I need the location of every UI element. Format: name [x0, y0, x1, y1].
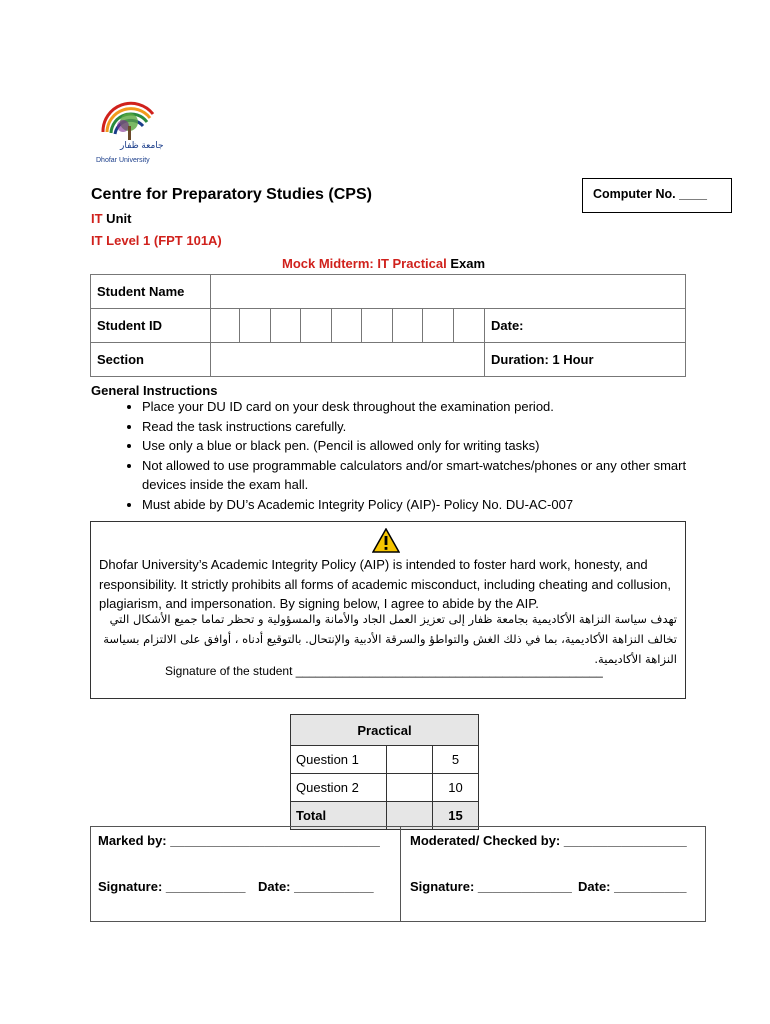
warning-icon: [372, 528, 400, 553]
marks-score-cell[interactable]: [387, 746, 433, 774]
section-label: Section: [91, 343, 211, 377]
marks-total-label: Total: [291, 802, 387, 830]
level-label: IT Level 1 (FPT 101A): [91, 233, 222, 248]
instruction-item: • Read the task instructions carefully.: [142, 417, 702, 437]
id-digit-box[interactable]: [211, 309, 240, 343]
marks-row-value: 5: [433, 746, 479, 774]
signature-left-line[interactable]: Signature: ___________: [98, 879, 246, 894]
student-info-table: [90, 274, 686, 377]
student-name-label: Student Name: [91, 275, 211, 309]
marks-row-label: Question 2: [291, 774, 387, 802]
unit-label: [91, 211, 131, 226]
student-signature-line[interactable]: Signature of the student ______________________________________________: [165, 664, 603, 678]
exam-title: [282, 256, 485, 271]
marks-row-value: 10: [433, 774, 479, 802]
instructions-title: General Instructions: [91, 383, 218, 398]
id-digit-box[interactable]: [423, 309, 454, 343]
id-digit-box[interactable]: [301, 309, 332, 343]
id-digit-box[interactable]: [271, 309, 301, 343]
unit-highlight: IT: [91, 211, 103, 226]
instruction-item: • Must abide by DU’s Academic Integrity Policy (AIP)- Policy No. DU-AC-007: [142, 495, 702, 515]
instruction-item: • Use only a blue or black pen. (Pencil is allowed only for writing tasks): [142, 436, 702, 456]
id-digit-box[interactable]: [240, 309, 271, 343]
signature-right-line[interactable]: Signature: _____________: [410, 879, 572, 894]
section-field[interactable]: [211, 343, 485, 377]
grading-divider: [400, 826, 401, 922]
unit-rest: Unit: [102, 211, 132, 226]
student-name-field[interactable]: [211, 275, 686, 309]
id-digit-box[interactable]: [332, 309, 362, 343]
exam-title-black: Exam: [446, 256, 486, 271]
marks-score-cell[interactable]: [387, 774, 433, 802]
marks-header: Practical: [291, 715, 479, 746]
marked-by-line[interactable]: Marked by: _____________________________: [98, 833, 380, 848]
logo-arabic-text: جامعة ظفار: [120, 140, 164, 150]
aip-english-text: Dhofar University’s Academic Integrity Policy (AIP) is intended to foster hard work, honesty, and responsibility. It strictly prohibits all forms of academic misconduct, including cheating and collusion, plagiarism, and impersonation. By signing below, I agree to abide by the AIP.: [99, 557, 672, 612]
duration-label: Duration: 1 Hour: [485, 343, 686, 377]
id-digit-box[interactable]: [393, 309, 423, 343]
id-digit-box[interactable]: [362, 309, 393, 343]
instruction-item: • Not allowed to use programmable calculators and/or smart-watches/phones or any other smart devices inside the exam hall.: [142, 456, 702, 495]
instructions-list: [100, 397, 702, 515]
page-title: Centre for Preparatory Studies (CPS): [91, 186, 372, 203]
date-right-line[interactable]: Date: __________: [578, 879, 687, 894]
date-left-line[interactable]: Date: ___________: [258, 879, 374, 894]
aip-arabic-text: تهدف سياسة النزاهة الأكاديمية بجامعة ظفار إلى تعزيز العمل الجاد والأمانة والمسؤولية و تحظر تماما جميع الأشكال التي تخالف النزاهة الأكاديمية، بما في ذلك الغش والتواطؤ والسرقة الأدبية والإنتحال. بالتوقيع أدناه ، أوافق على الالتزام بسياسة النزاهة الأكاديمية.: [103, 612, 677, 666]
marks-row-label: Question 1: [291, 746, 387, 774]
logo-english-text: Dhofar University: [96, 157, 150, 164]
computer-number-box[interactable]: Computer No. ____: [582, 178, 732, 213]
marks-table: [290, 714, 479, 830]
moderated-by-line[interactable]: Moderated/ Checked by: _________________: [410, 833, 687, 848]
date-field[interactable]: Date:: [485, 309, 686, 343]
id-digit-box[interactable]: [454, 309, 485, 343]
instruction-item: • Place your DU ID card on your desk throughout the examination period.: [142, 397, 702, 417]
marks-total-value: 15: [433, 802, 479, 830]
dhofar-university-logo: [95, 92, 165, 162]
student-id-label: Student ID: [91, 309, 211, 343]
exam-title-red: Mock Midterm: IT Practical: [282, 256, 447, 271]
